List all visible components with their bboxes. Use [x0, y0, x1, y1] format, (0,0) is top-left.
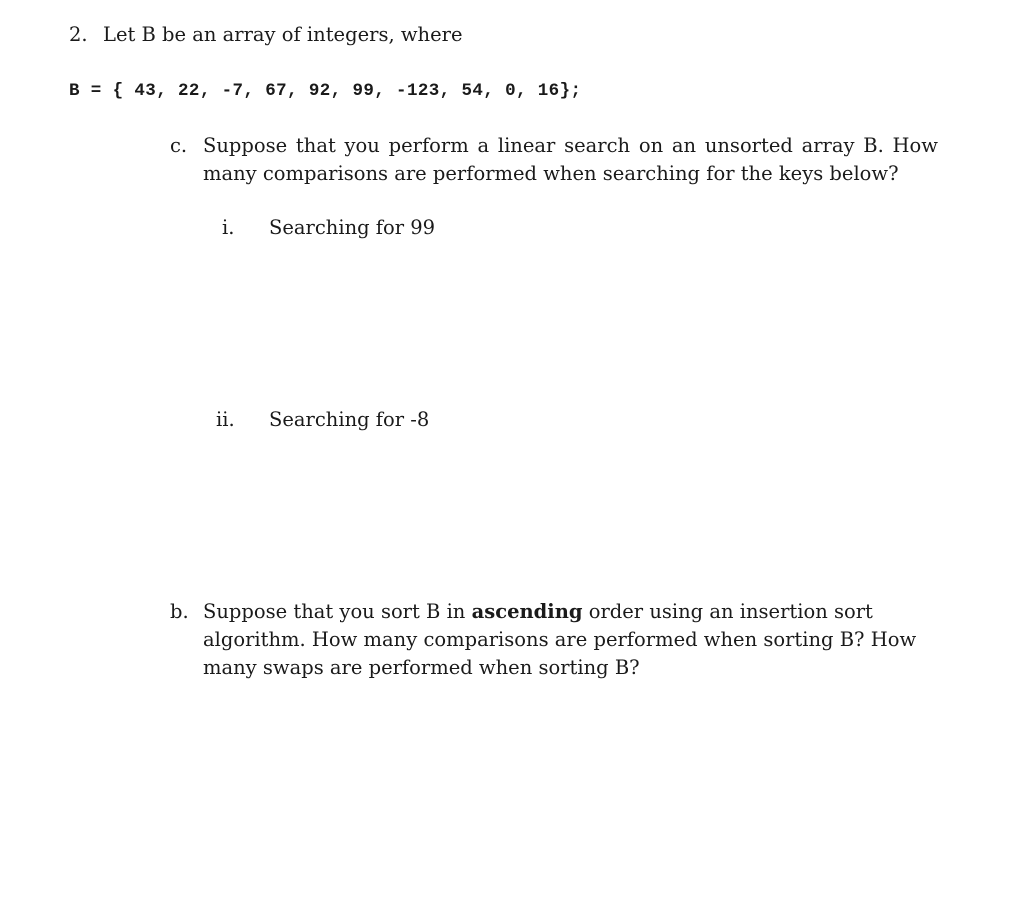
part-b-label: b.	[170, 600, 189, 623]
part-b-text-before: Suppose that you sort B in	[203, 600, 472, 623]
part-c-label: c.	[170, 134, 188, 157]
subitem-ii-text: Searching for -8	[269, 408, 430, 431]
subitem-i-label: i.	[222, 216, 235, 239]
part-c-text: Suppose that you perform a linear search on an unsorted array B. How many comparisons are performed when searching for the keys below?	[203, 134, 938, 185]
part-b-text-bold: ascending	[471, 600, 583, 623]
part-b-text	[203, 598, 918, 682]
part-b-text-after: order using an insertion sort algorithm. How many comparisons are performed when sorting B? How many swaps are performed when sorting B?	[203, 600, 917, 679]
array-definition: B = { 43, 22, -7, 67, 92, 99, -123, 54, 0, 16};	[69, 81, 582, 101]
question-number: 2.	[69, 23, 88, 46]
subitem-ii-label: ii.	[216, 408, 235, 431]
subitem-i-text: Searching for 99	[269, 216, 436, 239]
question-intro: Let B be an array of integers, where	[103, 23, 463, 46]
